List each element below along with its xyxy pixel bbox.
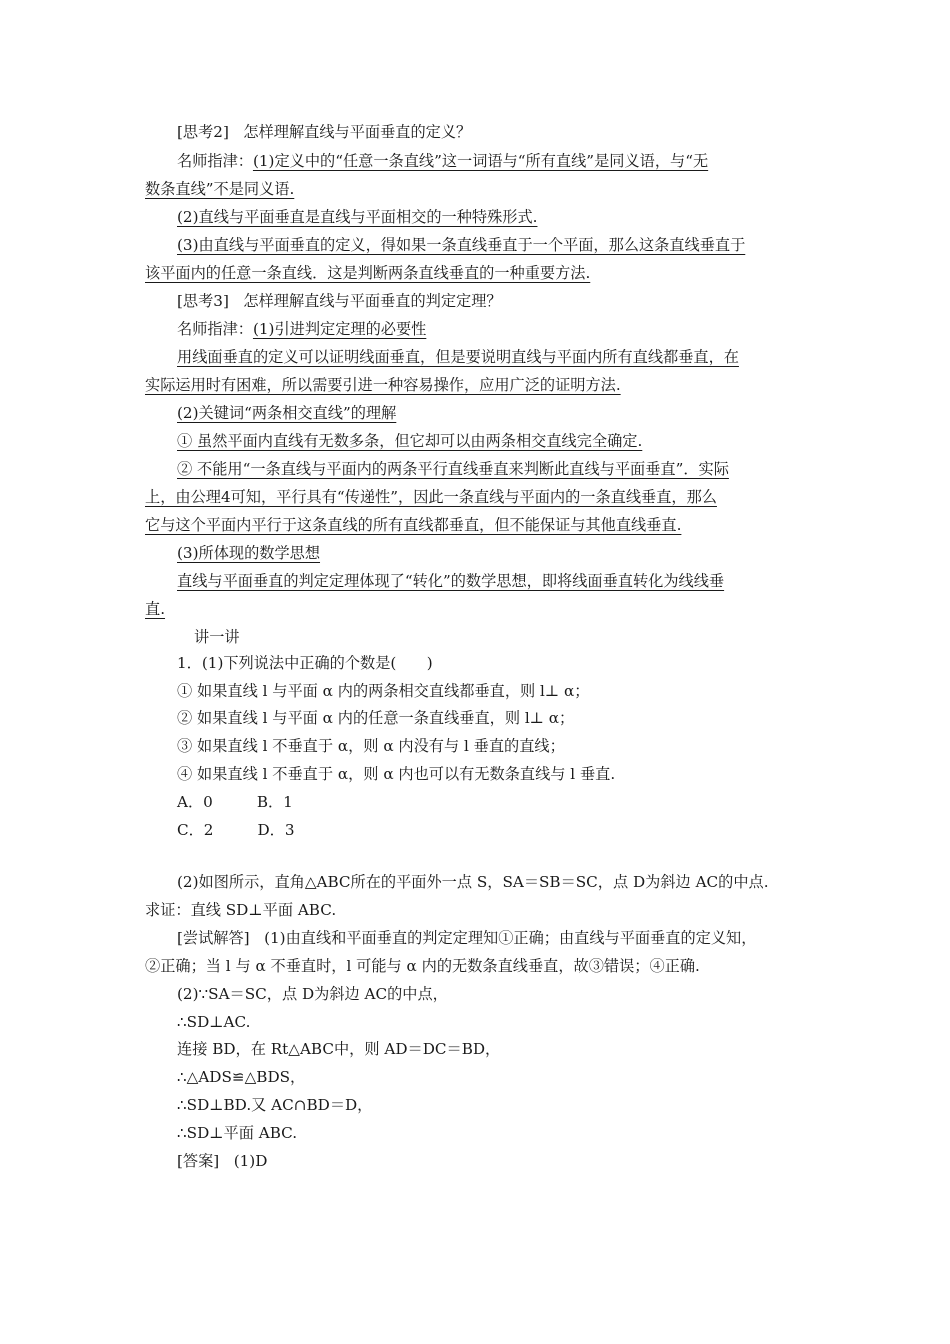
option-c: C．2 xyxy=(177,821,214,839)
think3-heading xyxy=(177,290,502,312)
solution-line-7: ∴SD⊥BD.又 AC∩BD＝D， xyxy=(177,1096,373,1114)
guide-label: 名师指津： xyxy=(177,320,253,338)
think3-point2-item2-cont: 上，由公理4可知，平行具有“传递性”，因此一条直线与平面内的一条直线垂直，那么 xyxy=(145,488,717,506)
solution-line-3: (2)∵SA＝SC，点 D为斜边 AC的中点， xyxy=(177,985,448,1003)
options-row-1 xyxy=(177,791,293,813)
solution-line-6: ∴△ADS≌△BDS， xyxy=(177,1068,306,1086)
think2-point1: (1)定义中的“任意一条直线”这一词语与“所有直线”是同义语，与“无 xyxy=(252,152,709,170)
think2-heading xyxy=(177,121,471,143)
solution-line-8: ∴SD⊥平面 ABC. xyxy=(177,1124,298,1142)
question-2-prove: 求证：直线 SD⊥平面 ABC. xyxy=(145,901,337,919)
think2-point1-cont: 数条直线”不是同义语. xyxy=(145,180,295,198)
think3-point3-body-cont: 直. xyxy=(145,600,166,618)
statement-1: ① 如果直线 l 与平面 α 内的两条相交直线都垂直，则 l⊥ α； xyxy=(177,682,590,700)
think2-point3-cont: 该平面内的任意一条直线．这是判断两条直线垂直的一种重要方法. xyxy=(145,264,591,282)
think3-point3-body: 直线与平面垂直的判定定理体现了“转化”的数学思想，即将线面垂直转化为线线垂 xyxy=(177,572,725,590)
think3-point1-body: 用线面垂直的定义可以证明线面垂直，但是要说明直线与平面内所有直线都垂直，在 xyxy=(177,348,739,366)
solution-line-5: 连接 BD，在 Rt△ABC中，则 AD＝DC＝BD， xyxy=(177,1040,501,1058)
option-b: B．1 xyxy=(256,793,293,811)
think3-point2-item2: ② 不能用“一条直线与平面内的两条平行直线垂直来判断此直线与平面垂直”．实际 xyxy=(177,460,729,478)
think3-point2-item2-cont2: 它与这个平面内平行于这条直线的所有直线都垂直，但不能保证与其他直线垂直. xyxy=(145,516,682,534)
think3-point2-item1: ① 虽然平面内直线有无数多条，但它却可以由两条相交直线完全确定. xyxy=(177,432,643,450)
think2-question: 怎样理解直线与平面垂直的定义？ xyxy=(243,123,472,141)
statement-3: ③ 如果直线 l 不垂直于 α，则 α 内没有与 l 垂直的直线； xyxy=(177,737,565,755)
answer-label: [答案] xyxy=(177,1152,220,1170)
solution-label: [尝试解答] xyxy=(177,929,250,947)
statement-2: ② 如果直线 l 与平面 α 内的任意一条直线垂直，则 l⊥ α； xyxy=(177,709,575,727)
question-2: (2)如图所示，直角△ABC所在的平面外一点 S，SA＝SB＝SC，点 D为斜边 AC的中点. xyxy=(177,873,769,891)
lecture-heading: 讲一讲 xyxy=(194,628,240,646)
think3-point1-body-cont: 实际运用时有困难，所以需要引进一种容易操作，应用广泛的证明方法. xyxy=(145,376,621,394)
option-a: A．0 xyxy=(177,793,213,811)
think2-point3: (3)由直线与平面垂直的定义，得如果一条直线垂直于一个平面，那么这条直线垂直于 xyxy=(177,236,746,254)
think3-question: 怎样理解直线与平面垂直的判定定理？ xyxy=(243,292,502,310)
think3-point3: (3)所体现的数学思想 xyxy=(177,544,321,562)
solution-line-4: ∴SD⊥AC. xyxy=(177,1013,251,1031)
think2-guide-line xyxy=(177,150,708,172)
question-1: 1．(1)下列说法中正确的个数是( ) xyxy=(177,654,433,672)
options-row-2 xyxy=(177,819,295,841)
solution-line-1: [尝试解答] (1)由直线和平面垂直的判定定理知①正确；由直线与平面垂直的定义知， xyxy=(177,929,757,947)
solution-line-2: ②正确；当 l 与 α 不垂直时，l 可能与 α 内的无数条直线垂直，故③错误；④正确. xyxy=(145,957,700,975)
think3-point1: (1)引进判定定理的必要性 xyxy=(252,320,427,338)
think2-label: [思考2] xyxy=(177,123,229,141)
answer-value: (1)D xyxy=(233,1152,268,1170)
think3-guide-line xyxy=(177,318,426,340)
option-d: D．3 xyxy=(257,821,295,839)
think3-label: [思考3] xyxy=(177,292,229,310)
think3-point2: (2)关键词“两条相交直线”的理解 xyxy=(177,404,397,422)
think2-point2: (2)直线与平面垂直是直线与平面相交的一种特殊形式. xyxy=(177,208,538,226)
statement-4: ④ 如果直线 l 不垂直于 α，则 α 内也可以有无数条直线与 l 垂直. xyxy=(177,765,616,783)
answer-line xyxy=(177,1150,267,1172)
guide-label: 名师指津： xyxy=(177,152,253,170)
